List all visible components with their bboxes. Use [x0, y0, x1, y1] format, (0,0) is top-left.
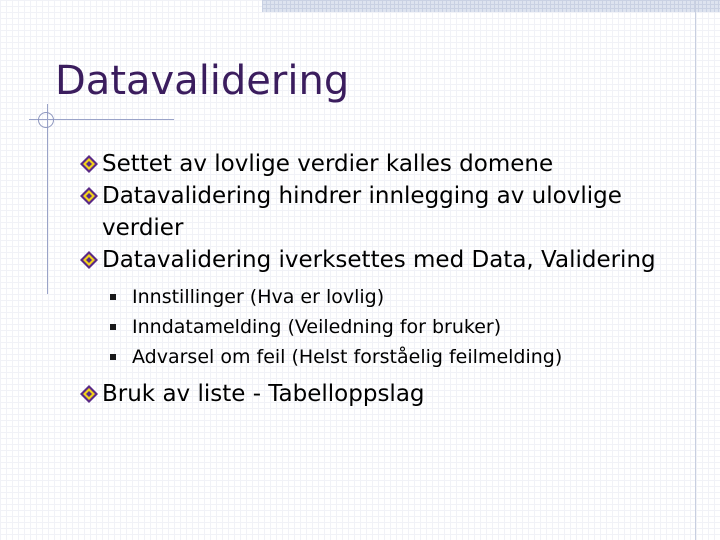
bullet-text: Datavalidering hindrer innlegging av ulovlige verdier	[102, 183, 622, 241]
square-bullet-icon	[110, 294, 116, 300]
corner-circle-icon	[38, 112, 54, 128]
square-bullet-icon	[110, 324, 116, 330]
diamond-bullet-icon	[80, 187, 98, 205]
bullet-text: Settet av lovlige verdier kalles domene	[102, 151, 554, 177]
bullet-text: Bruk av liste - Tabelloppslag	[102, 381, 425, 407]
diamond-bullet-icon	[80, 251, 98, 269]
bullet-item	[78, 244, 678, 276]
sub-bullet-text: Inndatamelding (Veiledning for bruker)	[132, 316, 502, 338]
sub-bullet-text: Innstillinger (Hva er lovlig)	[132, 286, 385, 308]
header-band	[262, 0, 720, 12]
bullet-item	[78, 180, 678, 244]
sub-bullet-item	[78, 312, 678, 342]
diamond-bullet-icon	[80, 155, 98, 173]
sub-bullet-item	[78, 342, 678, 372]
square-bullet-icon	[110, 354, 116, 360]
bullet-text: Datavalidering iverksettes med Data, Validering	[102, 247, 656, 273]
slide-title: Datavalidering	[55, 58, 350, 104]
bullet-item	[78, 148, 678, 180]
diamond-bullet-icon	[80, 385, 98, 403]
sub-bullet-text: Advarsel om feil (Helst forståelig feilmelding)	[132, 346, 563, 368]
title-vertical-rule	[47, 104, 48, 294]
bullet-item	[78, 378, 678, 410]
sub-bullet-item	[78, 282, 678, 312]
sub-bullet-list	[78, 282, 678, 372]
slide-body	[78, 148, 678, 410]
right-divider	[695, 0, 696, 540]
